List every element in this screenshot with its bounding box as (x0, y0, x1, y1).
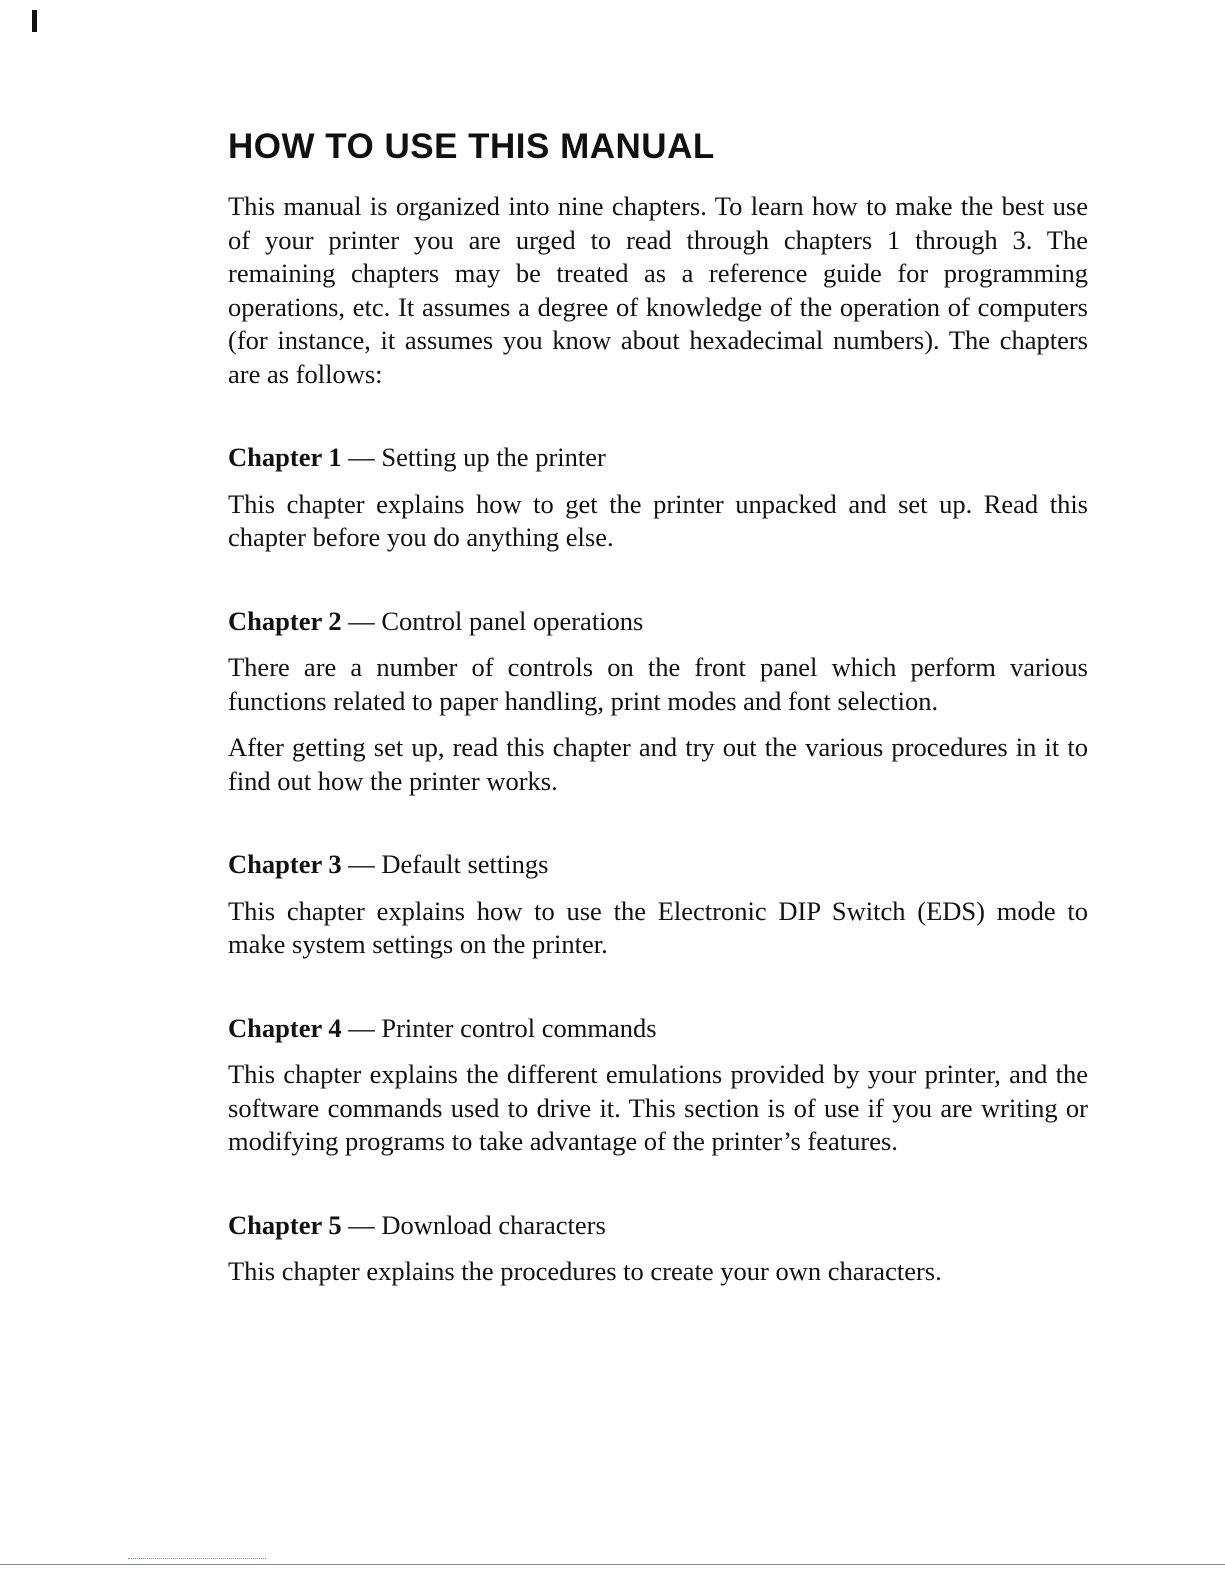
chapter-paragraph: This chapter explains how to use the Electronic DIP Switch (EDS) mode to make system settings on the printer. (228, 895, 1088, 959)
chapter-number: Chapter 2 (228, 605, 342, 636)
chapter-title: Printer control commands (381, 1012, 657, 1043)
chapter-heading (228, 848, 1088, 882)
chapter-separator: — (341, 442, 382, 472)
chapter-section-2 (228, 605, 1088, 799)
chapter-paragraph: This chapter explains how to get the printer unpacked and set up. Read this chapter before you do anything else. (228, 488, 1088, 552)
chapter-body (228, 1255, 1088, 1289)
chapter-heading (228, 605, 1088, 639)
chapter-separator: — (341, 1209, 382, 1240)
chapter-number: Chapter 5 (228, 1209, 342, 1240)
intro-paragraph: This manual is organized into nine chapters. To learn how to make the best use of your printer you are urged to read through chapters 1 through 3. The remaining chapters may be treated as a reference guide for programming operations, etc. It assumes a degree of knowledge of the operation of computers (for instance, it assumes you know about hexadecimal numbers). The chapters are as follows: (228, 191, 1088, 389)
chapter-paragraph: After getting set up, read this chapter and try out the various procedures in it to find out how the printer works. (228, 732, 1088, 796)
chapter-title: Setting up the printer (381, 442, 606, 472)
chapter-title: Default settings (381, 849, 549, 879)
chapter-title: Control panel operations (381, 605, 644, 636)
chapter-section-5 (228, 1209, 1088, 1289)
chapter-title: Download characters (381, 1209, 606, 1240)
manual-page (228, 124, 1088, 1289)
chapter-body (228, 651, 1088, 798)
bottom-scan-mark (128, 1558, 266, 1560)
bottom-rule (0, 1564, 1225, 1565)
chapter-heading (228, 1012, 1088, 1046)
chapter-paragraph: This chapter explains the different emulations provided by your printer, and the software commands used to drive it. This section is of use if you are writing or modifying programs to take advantage of the printer’s features. (228, 1059, 1088, 1156)
scan-mark (32, 10, 37, 32)
chapter-section-4 (228, 1012, 1088, 1159)
chapter-heading (228, 441, 1088, 475)
chapter-heading (228, 1209, 1088, 1243)
chapter-body (228, 1058, 1088, 1159)
chapter-paragraph: There are a number of controls on the front panel which perform various functions related to paper handling, print modes and font selection. (228, 652, 1088, 716)
chapter-number: Chapter 1 (228, 442, 342, 472)
chapter-body (228, 488, 1088, 555)
chapter-section-3 (228, 848, 1088, 962)
chapter-separator: — (341, 1012, 382, 1043)
chapter-separator: — (341, 849, 382, 879)
chapter-paragraph: This chapter explains the procedures to create your own characters. (228, 1256, 942, 1286)
chapter-body (228, 895, 1088, 962)
chapter-separator: — (341, 605, 382, 636)
chapter-section-1 (228, 441, 1088, 555)
chapter-number: Chapter 3 (228, 849, 342, 879)
chapter-number: Chapter 4 (228, 1012, 342, 1043)
page-title: HOW TO USE THIS MANUAL (228, 127, 715, 166)
